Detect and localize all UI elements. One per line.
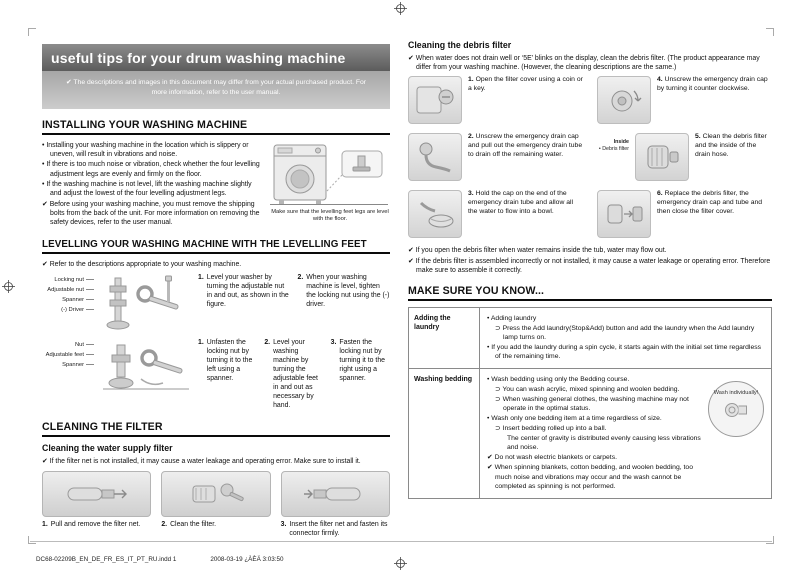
- figure-label: Nut: [42, 342, 94, 348]
- table-line: • Adding laundry: [487, 315, 537, 323]
- wash-individually-badge: [708, 381, 764, 437]
- step-number: 1.: [198, 338, 204, 346]
- crop-mark: [766, 28, 774, 36]
- debris-step5-image: [635, 133, 689, 181]
- step-number: 1.: [42, 520, 48, 528]
- bullet-item: ✔ Before using your washing machine, you must remove the shipping bolts from the back of the unit. For more information on removing the safety devices, refer to the user manual.: [42, 200, 260, 227]
- step-number: 1.: [198, 273, 204, 281]
- step-number: 2.: [264, 338, 271, 346]
- step-number: 2.: [161, 520, 168, 528]
- debris-filter-note: ✔ When water does not drain well or ‘5E’ blinks on the display, clean the debris filter. (The product appearance may differ from your washing machine. (However, the cleaning descriptions are the same.): [408, 55, 760, 72]
- debris-note-item: ✔ If you open the debris filter when water remains inside the tub, water may flow out.: [408, 247, 667, 255]
- leader-line: [86, 364, 94, 365]
- table-line: ⊃ You can wash acrylic, mixed spinning and woolen bedding.: [495, 386, 680, 394]
- debris-step3-image: [408, 190, 462, 238]
- step-text: Clean the debris filter and the inside of the drain hose.: [695, 133, 767, 158]
- step-text: Unscrew the emergency drain cap by turning it counter clockwise.: [657, 76, 768, 93]
- table-line: ✔ Do not wash electric blankets or carpets.: [487, 454, 617, 462]
- debris-step-1: [408, 76, 583, 124]
- levelling-figure-a: [101, 274, 191, 332]
- badge-text: Wash individually!: [713, 390, 759, 397]
- step-text: When your washing machine is level, tighten the locking nut using the (-) driver.: [306, 273, 390, 308]
- section-title-cleaning-filter: CLEANING THE FILTER: [42, 421, 390, 437]
- step-item: [695, 133, 772, 159]
- debris-notes: [408, 246, 772, 275]
- bullet-item: • If there is too much noise or vibration, check whether the four levelling adjustment legs are evenly and firmly on the floor.: [42, 161, 260, 178]
- footer-filename: DC68-02209B_EN_DE_FR_ES_IT_PT_RU.indd 1: [36, 556, 177, 563]
- leader-line: [86, 279, 94, 280]
- debris-step-4: [597, 76, 772, 124]
- step-item: [657, 76, 772, 94]
- registration-mark-icon: [394, 557, 407, 570]
- step-text: Level your washer by turning the adjustable nut in and out, as shown in the figure.: [206, 273, 289, 308]
- step-text: Level your washing machine by turning the adjustable feet in and out as necessary by hand.: [273, 338, 318, 409]
- step-number: 2.: [297, 273, 304, 281]
- debris-step-6: [597, 190, 772, 238]
- debris-step1-image: [408, 76, 462, 124]
- step-text: Insert the filter net and fasten its connector firmly.: [289, 520, 388, 537]
- installing-section: [42, 141, 390, 229]
- bullet-item: • Installing your washing machine in the location which is slippery or uneven, will result in vibrations and noise.: [42, 141, 249, 158]
- step-number: 3.: [280, 520, 287, 528]
- figure-label: Spanner: [42, 362, 94, 368]
- figure-label: Adjustable feet: [42, 352, 94, 358]
- know-table: [408, 307, 772, 499]
- washer-figure: [270, 141, 390, 224]
- step-text: Pull and remove the filter net.: [50, 520, 141, 528]
- step-number: 5.: [695, 133, 701, 141]
- leader-line: [86, 354, 94, 355]
- leader-line: [86, 299, 94, 300]
- levelling-a-labels: [42, 274, 94, 317]
- bullet-item: • If the washing machine is not level, lift the washing machine slightly and adjust the lowest of the four levelling adjustment legs.: [42, 181, 252, 198]
- table-row-label: Washing bedding: [409, 369, 480, 497]
- levelling-figure-b: [101, 339, 191, 399]
- step-item: [298, 274, 391, 310]
- leader-line: [86, 309, 94, 310]
- water-filter-step: [42, 471, 151, 539]
- table-row-content: [480, 308, 771, 368]
- levelling-note: ✔ Refer to the descriptions appropriate to your washing machine.: [42, 260, 242, 268]
- step-number: 3.: [330, 338, 337, 346]
- debris-step4-image: [597, 76, 651, 124]
- debris-note-item: ✔ If the debris filter is assembled incorrectly or not installed, it may cause a water leakage or operating error. Therefore make sure to assemble it correctly.: [408, 257, 771, 274]
- table-line: The center of gravity is distributed evenly causing less vibrations and noise.: [507, 435, 701, 452]
- step-item: [161, 521, 270, 530]
- table-line: ⊃ Insert bedding rolled up into a ball.: [495, 425, 607, 433]
- water-filter-step1-image: [42, 471, 151, 517]
- levelling-b-steps: [198, 339, 390, 411]
- registration-mark-icon: [394, 2, 407, 15]
- water-filter-steps: [42, 471, 390, 539]
- step-number: 4.: [657, 76, 663, 84]
- water-filter-step2-image: [161, 471, 270, 517]
- debris-step2-image: [408, 133, 462, 181]
- figure-label: Adjustable nut: [42, 287, 94, 293]
- debris-steps-grid: [408, 76, 772, 238]
- step-item: [198, 274, 291, 310]
- inside-label-title: Inside: [613, 139, 629, 146]
- crop-mark: [28, 28, 36, 36]
- levelling-b-labels: [42, 339, 94, 372]
- step-text: Clean the filter.: [170, 520, 217, 528]
- debris-step6-image: [597, 190, 651, 238]
- table-line: ⊃ Press the Add laundry(Stop&Add) button and add the laundry when the Add laundry lamp turns on.: [495, 325, 755, 342]
- figure-label: Locking nut: [42, 277, 94, 283]
- step-text: Hold the cap on the end of the emergency drain tube and allow all the water to flow into a bowl.: [468, 190, 574, 215]
- step-item: [264, 339, 323, 411]
- print-footer: [36, 556, 284, 563]
- step-number: 2.: [468, 133, 474, 141]
- right-column: [408, 38, 772, 499]
- leader-line: [86, 289, 94, 290]
- levelling-group-a: [42, 274, 390, 332]
- inside-label-text: • Debris filter: [598, 145, 629, 152]
- levelling-group-b: [42, 339, 390, 411]
- water-filter-step: [281, 471, 390, 539]
- step-item: [281, 521, 390, 539]
- step-text: Unfasten the locking nut by turning it to the left using a spanner.: [206, 338, 253, 382]
- step-text: Open the filter cover using a coin or a key.: [468, 76, 583, 93]
- step-number: 3.: [468, 190, 474, 198]
- figure-label: (-) Driver: [42, 307, 94, 313]
- section-title-installing: INSTALLING YOUR WASHING MACHINE: [42, 119, 390, 135]
- crop-mark: [766, 536, 774, 544]
- table-line: • Wash only one bedding item at a time regardless of size.: [487, 415, 662, 423]
- left-column: [42, 44, 390, 539]
- step-item: [42, 521, 151, 530]
- page-bottom-rule: [30, 541, 772, 542]
- registration-mark-icon: [2, 280, 15, 293]
- footer-timestamp: 2008-03-19 ¿ÀÈÄ 3:03:50: [210, 556, 284, 563]
- step-item: [198, 339, 257, 411]
- levelling-a-steps: [198, 274, 390, 310]
- rolled-towel-illustration: [709, 400, 763, 420]
- table-row-content: [480, 369, 771, 497]
- table-line: • Wash bedding using only the Bedding course.: [487, 376, 630, 384]
- section-title-levelling: LEVELLING YOUR WASHING MACHINE WITH THE LEVELLING FEET: [42, 239, 390, 254]
- water-filter-step3-image: [281, 471, 390, 517]
- section-title-make-sure: MAKE SURE YOU KNOW...: [408, 285, 772, 301]
- step-text: Replace the debris filter, the emergency drain cap and tube and then close the filter cover.: [657, 190, 763, 215]
- step-item: [468, 190, 583, 216]
- step-number: 6.: [657, 190, 663, 198]
- debris-step-3: [408, 190, 583, 238]
- step-item: [468, 76, 583, 94]
- table-row: [409, 308, 771, 368]
- debris-step-5: [597, 133, 772, 181]
- table-row-label: Adding the laundry: [409, 308, 480, 368]
- banner-note: ✔ The descriptions and images in this document may differ from your actual purchased product. For more information, refer to the user manual.: [42, 71, 390, 109]
- subsection-water-supply-filter: Cleaning the water supply filter: [42, 442, 173, 453]
- water-filter-note: ✔ If the filter net is not installed, it may cause a water leakage and operating error. Make sure to install it.: [42, 457, 361, 465]
- step-number: 1.: [468, 76, 474, 84]
- step-text: Unscrew the emergency drain cap and pull out the emergency drain tube to drain off the remaining water.: [468, 133, 583, 158]
- crop-mark: [28, 536, 36, 544]
- water-filter-step: [161, 471, 270, 539]
- subsection-debris-filter: Cleaning the debris filter: [408, 40, 512, 50]
- step-item: [657, 190, 772, 216]
- figure-label: Spanner: [42, 297, 94, 303]
- installing-bullets: [42, 141, 262, 229]
- debris-inside-label: [597, 133, 629, 152]
- debris-step-2: [408, 133, 583, 181]
- table-line: • If you add the laundry during a spin cycle, it starts again with the initial set time regardless of the remaining time.: [487, 344, 762, 361]
- table-row: [409, 368, 771, 497]
- washer-figure-caption: Make sure that the levelling feet legs are level with the floor.: [271, 208, 389, 223]
- table-line: ✔ When spinning blankets, cotton bedding, and woolen bedding, too much noise and vibrations may occur and the wash cannot be completed as spinning is not performed.: [487, 464, 693, 490]
- step-item: [331, 339, 390, 411]
- page-title: useful tips for your drum washing machine: [42, 44, 390, 71]
- table-line: ⊃ When washing general clothes, the washing machine may not operate in the optimal status.: [495, 396, 689, 413]
- leader-line: [86, 344, 94, 345]
- title-banner: [42, 44, 390, 109]
- step-item: [468, 133, 583, 159]
- step-text: Fasten the locking nut by turning it to the right using a spanner.: [339, 338, 385, 382]
- washer-illustration: [270, 141, 390, 207]
